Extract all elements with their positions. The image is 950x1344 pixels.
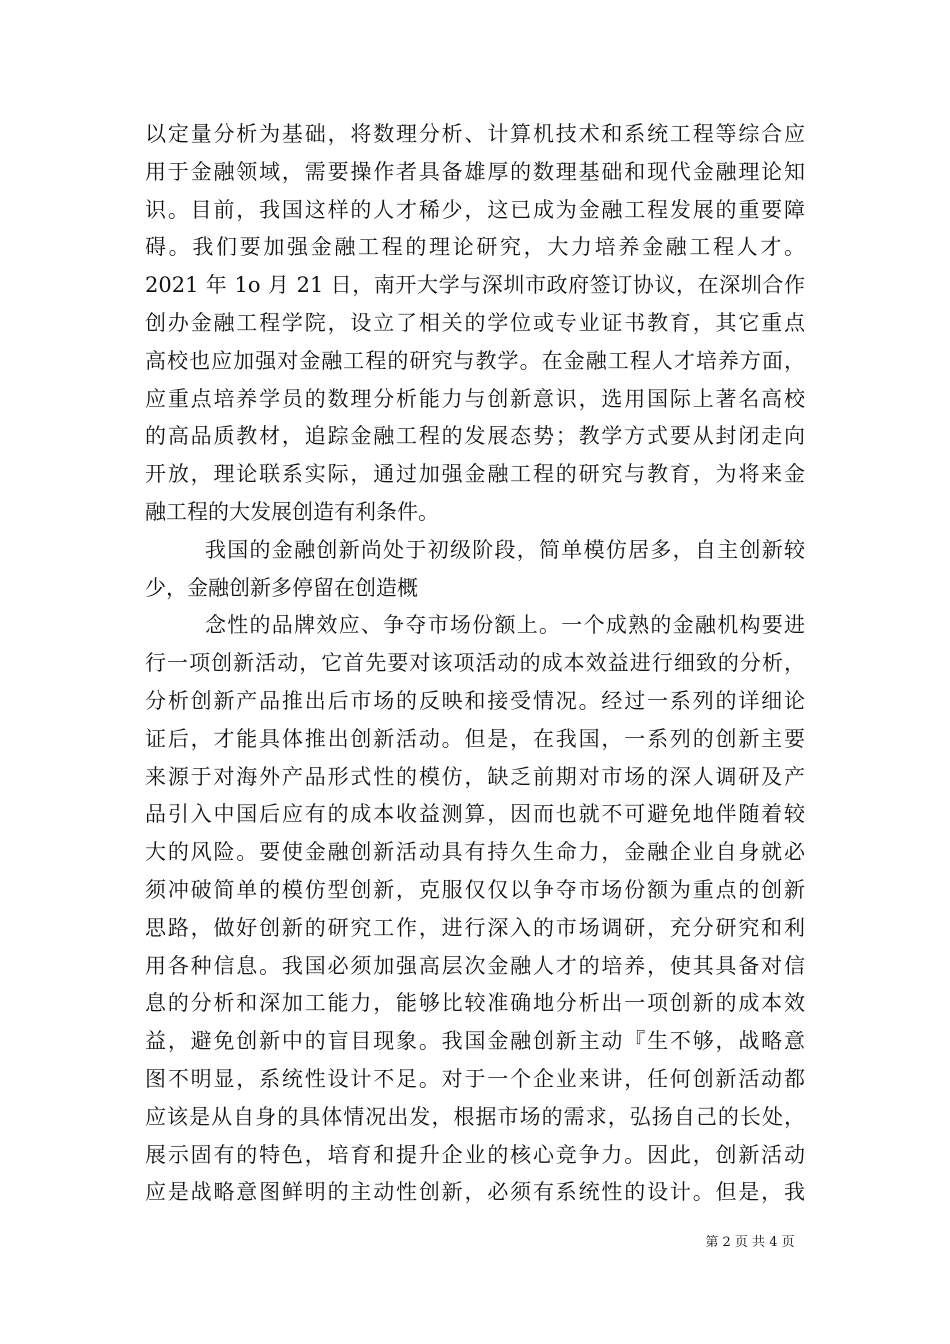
paragraph-start-line: 念性的品牌效应、争夺市场份额上。一个成熟的金融机构要进: [205, 613, 805, 638]
text-line: 高校也应加强对金融工程的研究与教学。在金融工程人才培养方面，: [145, 348, 805, 373]
text-line: 展示固有的特色，培育和提升企业的核心竞争力。因此，创新活动: [145, 1142, 805, 1167]
text-line: 开放，理论联系实际，通过加强金融工程的研究与教育，为将来金: [145, 462, 805, 487]
text-line: 以定量分析为基础，将数理分析、计算机技术和系统工程等综合应: [145, 122, 805, 146]
text-line: 用各种信息。我国必须加强高层次金融人才的培养，使其具备对信: [145, 953, 805, 978]
text-line: 少，金融创新多停留在创造概: [145, 575, 418, 600]
text-line: 碍。我们要加强金融工程的理论研究，大力培养金融工程人才。: [145, 235, 805, 260]
text-line: 大的风险。要使金融创新活动具有持久生命力，金融企业自身就必: [145, 840, 805, 865]
text-line: 识。目前，我国这样的人才稀少，这已成为金融工程发展的重要障: [145, 197, 805, 222]
text-line: 息的分析和深加工能力，能够比较准确地分析出一项创新的成本效: [145, 991, 805, 1016]
text-line: 的高品质教材，追踪金融工程的发展态势；教学方式要从封闭走向: [145, 424, 805, 449]
text-line: 图不明显，系统性设计不足。对于一个企业来讲，任何创新活动都: [145, 1066, 805, 1091]
text-line: 证后，才能具体推出创新活动。但是，在我国，一系列的创新主要: [145, 726, 805, 751]
text-line: 品引入中国后应有的成本收益测算，因而也就不可避免地伴随着较: [145, 802, 805, 827]
text-line: 用于金融领域，需要操作者具备雄厚的数理基础和现代金融理论知: [145, 159, 805, 184]
text-line: 应是战略意图鲜明的主动性创新，必须有系统性的设计。但是，我: [145, 1180, 805, 1205]
text-line: 思路，做好创新的研究工作，进行深入的市场调研，充分研究和利: [145, 915, 805, 940]
body-text: [145, 116, 805, 1212]
text-line: 创办金融工程学院，设立了相关的学位或专业证书教育，其它重点: [145, 310, 805, 335]
text-line: 行一项创新活动，它首先要对该项活动的成本效益进行细致的分析，: [145, 651, 805, 676]
page-number: 第 2 页 共 4 页: [705, 1235, 795, 1250]
text-line: 来源于对海外产品形式性的模仿，缺乏前期对市场的深人调研及产: [145, 764, 805, 789]
text-line: 分析创新产品推出后市场的反映和接受情况。经过一系列的详细论: [145, 688, 805, 713]
text-line: 融工程的大发展创造有利条件。: [145, 499, 439, 524]
text-line: 须冲破简单的模仿型创新，克服仅仅以争夺市场份额为重点的创新: [145, 877, 805, 902]
paragraph-start-line: 我国的金融创新尚处于初级阶段，简单模仿居多，自主创新较: [205, 537, 805, 562]
text-line: 2021 年 1o 月 21 日，南开大学与深圳市政府签订协议，在深圳合作: [145, 273, 805, 298]
text-line: 应该是从自身的具体情况出发，根据市场的需求，弘扬自己的长处，: [145, 1104, 805, 1129]
text-line: 益，避免创新中的盲目现象。我国金融创新主动『生不够，战略意: [145, 1029, 805, 1054]
text-line: 应重点培养学员的数理分析能力与创新意识，选用国际上著名高校: [145, 386, 805, 411]
